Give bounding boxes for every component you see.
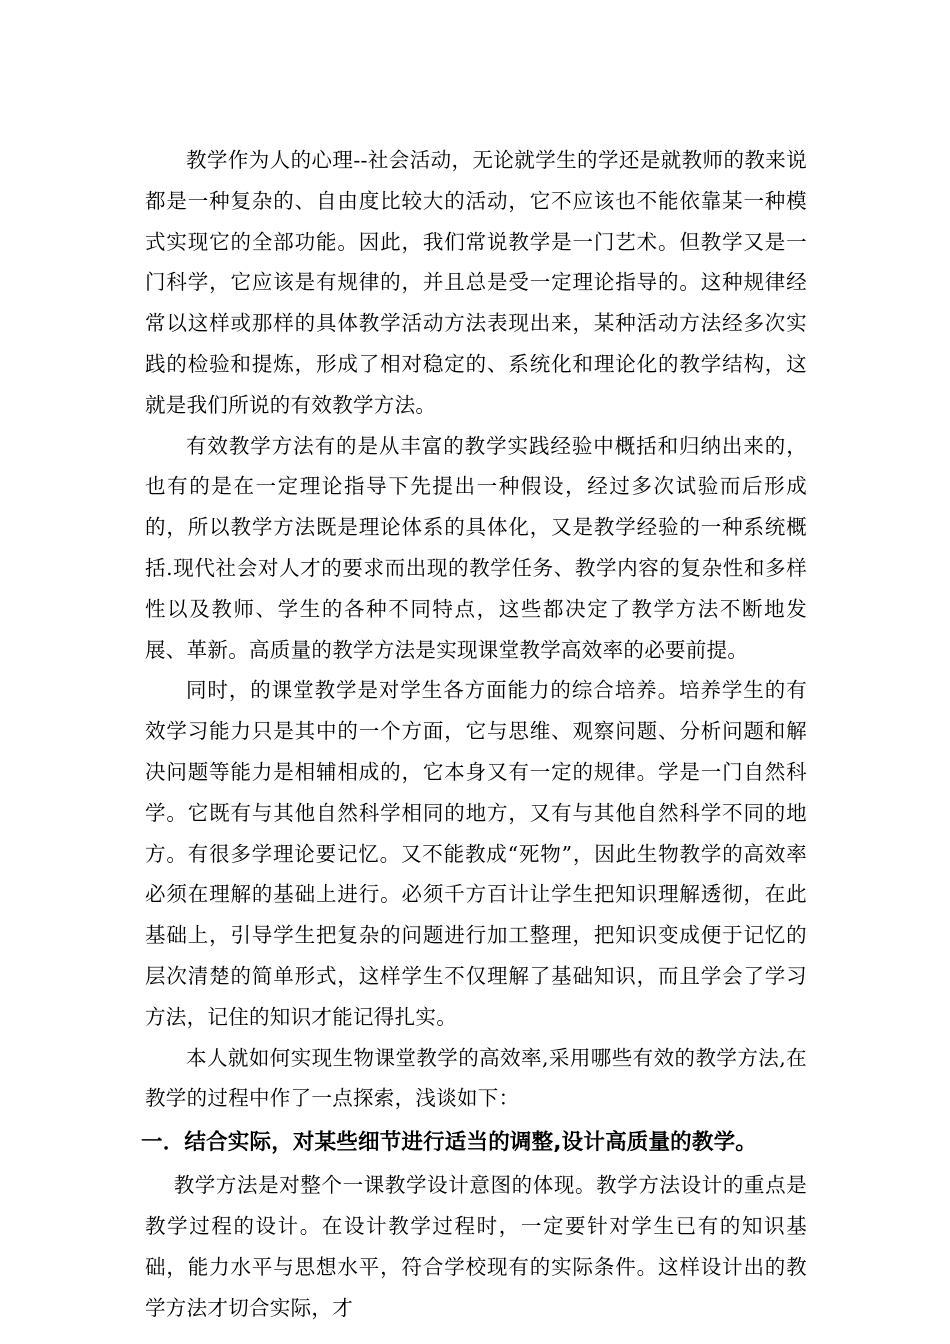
section-heading: 一．结合实际，对某些细节进行适当的调整,设计高质量的教学。 [141, 1130, 757, 1156]
paragraph-4: 本人就如何实现生物课堂教学的高效率,采用哪些有效的教学方法,在教学的过程中作了一点探索，浅谈如下： [145, 1045, 807, 1111]
paragraph-3: 同时，的课堂教学是对学生各方面能力的综合培养。培养学生的有效学习能力只是其中的一个方面，它与思维、观察问题、分析问题和解决问题等能力是相辅相成的，它本身又有一定的规律。学是一门自然科学。它既有与其他自然科学相同的地方，又有与其他自然科学不同的地方。有很多学理论要记忆。又不能教成“死物”，因此生物教学的高效率必须在理解的基础上进行。必须千方百计让学生把知识理解透彻，在此基础上，引导学生把复杂的问题进行加工整理，把知识变成便于记忆的层次清楚的简单形式，这样学生不仅理解了基础知识，而且学会了学习方法，记住的知识才能记得扎实。 [145, 678, 807, 1029]
document-body [141, 140, 807, 1328]
paragraph-2: 有效教学方法有的是从丰富的教学实践经验中概括和归纳出来的，也有的是在一定理论指导下先提出一种假设，经过多次试验而后形成的，所以教学方法既是理论体系的具体化，又是教学经验的一种系统概括.现代社会对人才的要求而出现的教学任务、教学内容的复杂性和多样性以及教师、学生的各种不同特点，这些都决定了教学方法不断地发展、革新。高质量的教学方法是实现课堂教学高效率的必要前提。 [145, 433, 807, 662]
paragraph-1: 教学作为人的心理--社会活动，无论就学生的学还是就教师的教来说都是一种复杂的、自由度比较大的活动，它不应该也不能依靠某一种模式实现它的全部功能。因此，我们常说教学是一门艺术。但教学又是一门科学，它应该是有规律的，并且总是受一定理论指导的。这种规律经常以这样或那样的具体教学活动方法表现出来，某种活动方法经多次实践的检验和提炼，形成了相对稳定的、系统化和理论化的教学结构，这就是我们所说的有效教学方法。 [145, 148, 807, 417]
section-paragraph: 教学方法是对整个一课教学设计意图的体现。教学方法设计的重点是教学过程的设计。在设计教学过程时，一定要针对学生已有的知识基础，能力水平与思想水平，符合学校现有的实际条件。这样设计出的教学方法才切合实际，才 [145, 1173, 807, 1320]
